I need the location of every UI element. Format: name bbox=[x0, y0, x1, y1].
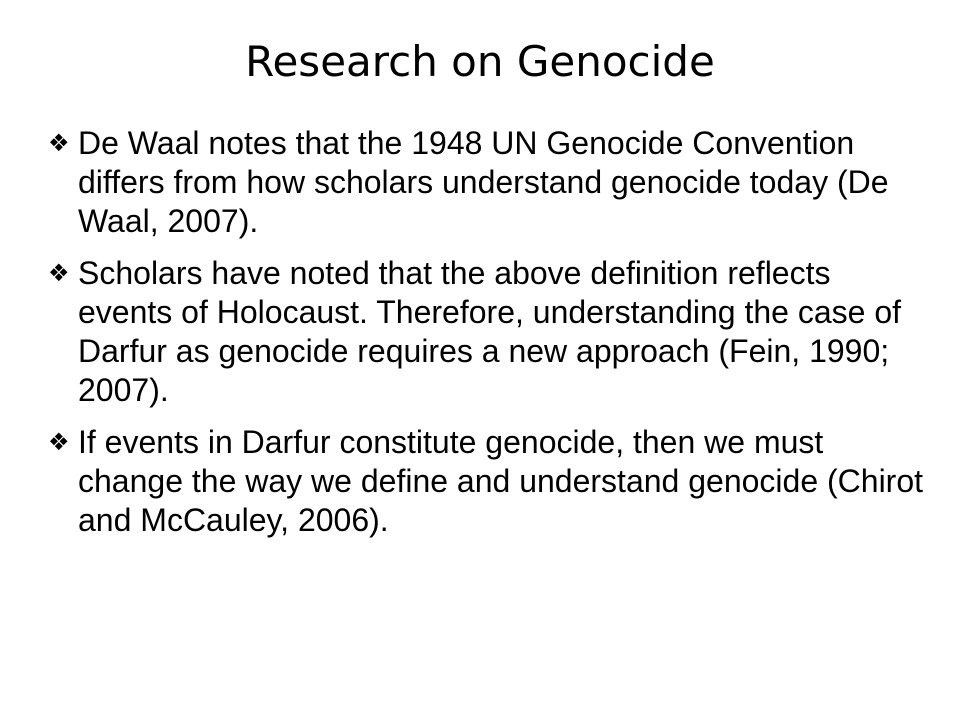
bullet-item bbox=[48, 124, 928, 241]
slide-title: Research on Genocide bbox=[245, 37, 715, 86]
four-diamond-bullet-icon: ❖ bbox=[48, 129, 70, 157]
bullet-text: Scholars have noted that the above definition reflects events of Holocaust. Therefore, understanding the case of Darfur as genocide requires a new approach (Fein, 1990; 2007). bbox=[78, 255, 902, 408]
four-diamond-bullet-icon: ❖ bbox=[48, 259, 70, 287]
four-diamond-bullet-icon: ❖ bbox=[48, 428, 70, 456]
bullet-item bbox=[48, 423, 928, 540]
bullet-list bbox=[48, 124, 928, 553]
bullet-text: De Waal notes that the 1948 UN Genocide Convention differs from how scholars understand genocide today (De Waal, 2007). bbox=[78, 125, 889, 239]
bullet-text: If events in Darfur constitute genocide, then we must change the way we define and understand genocide (Chirot and McCauley, 2006). bbox=[78, 424, 924, 538]
bullet-item bbox=[48, 254, 928, 410]
